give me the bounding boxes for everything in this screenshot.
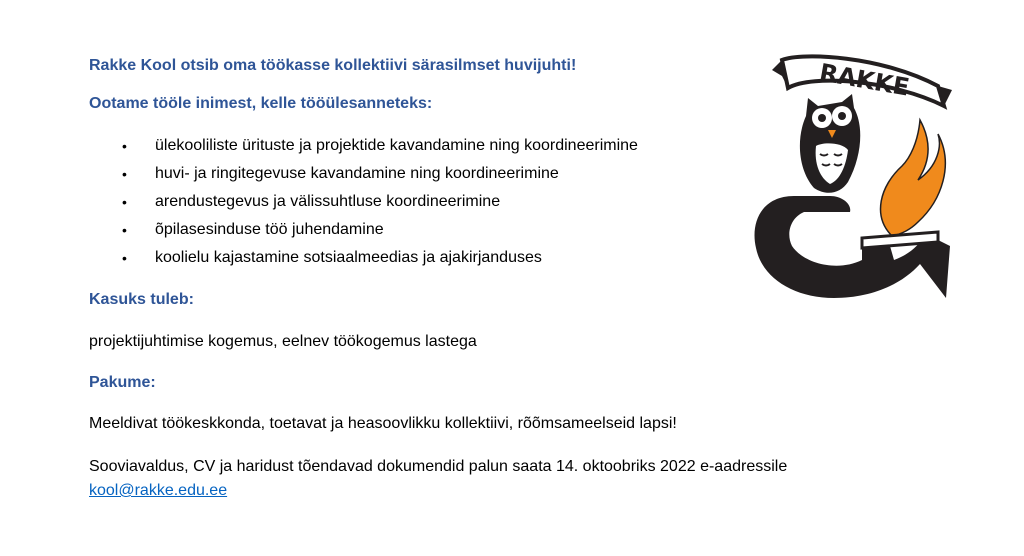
duty-text: õpilasesinduse töö juhendamine bbox=[155, 221, 384, 238]
logo-banner-text: RAKKE bbox=[817, 58, 912, 102]
email-link[interactable]: kool@rakke.edu.ee bbox=[89, 482, 228, 499]
offer-text: Meeldivat töökeskkonda, toetavat ja heasoovlikku kollektiivi, rõõmsameelseid lapsi! bbox=[89, 415, 677, 432]
banner-ribbon bbox=[772, 56, 952, 106]
benefit-text: projektijuhtimise kogemus, eelnev töökogemus lastega bbox=[89, 333, 477, 350]
list-item bbox=[89, 136, 638, 164]
owl-figure bbox=[800, 94, 860, 193]
flame-icon bbox=[881, 120, 946, 236]
bullet-icon: • bbox=[122, 166, 127, 182]
duty-text: ülekooliliste ürituste ja projektide kavandamine ning koordineerimine bbox=[155, 137, 638, 154]
offer-heading: Pakume: bbox=[89, 374, 156, 391]
bullet-icon: • bbox=[122, 250, 127, 266]
duties-heading: Ootame tööle inimest, kelle tööülesanneteks: bbox=[89, 95, 433, 112]
list-item bbox=[89, 164, 638, 192]
bullet-icon: • bbox=[122, 194, 127, 210]
rakke-school-logo-icon bbox=[742, 46, 956, 308]
benefit-heading: Kasuks tuleb: bbox=[89, 291, 194, 308]
list-item bbox=[89, 192, 638, 220]
list-item bbox=[89, 220, 638, 248]
duty-text: huvi- ja ringitegevuse kavandamine ning koordineerimine bbox=[155, 165, 559, 182]
duties-list bbox=[89, 136, 638, 276]
intro-heading: Rakke Kool otsib oma töökasse kollektiivi särasilmset huvijuhti! bbox=[89, 57, 577, 74]
duty-text: koolielu kajastamine sotsiaalmeedias ja ajakirjanduses bbox=[155, 249, 542, 266]
apply-text: Sooviavaldus, CV ja haridust tõendavad dokumendid palun saata 14. oktoobriks 2022 e-aadressile bbox=[89, 458, 788, 475]
duty-text: arendustegevus ja välissuhtluse koordineerimine bbox=[155, 193, 501, 210]
bullet-icon: • bbox=[122, 222, 127, 238]
list-item bbox=[89, 248, 638, 276]
bullet-icon: • bbox=[122, 138, 127, 154]
